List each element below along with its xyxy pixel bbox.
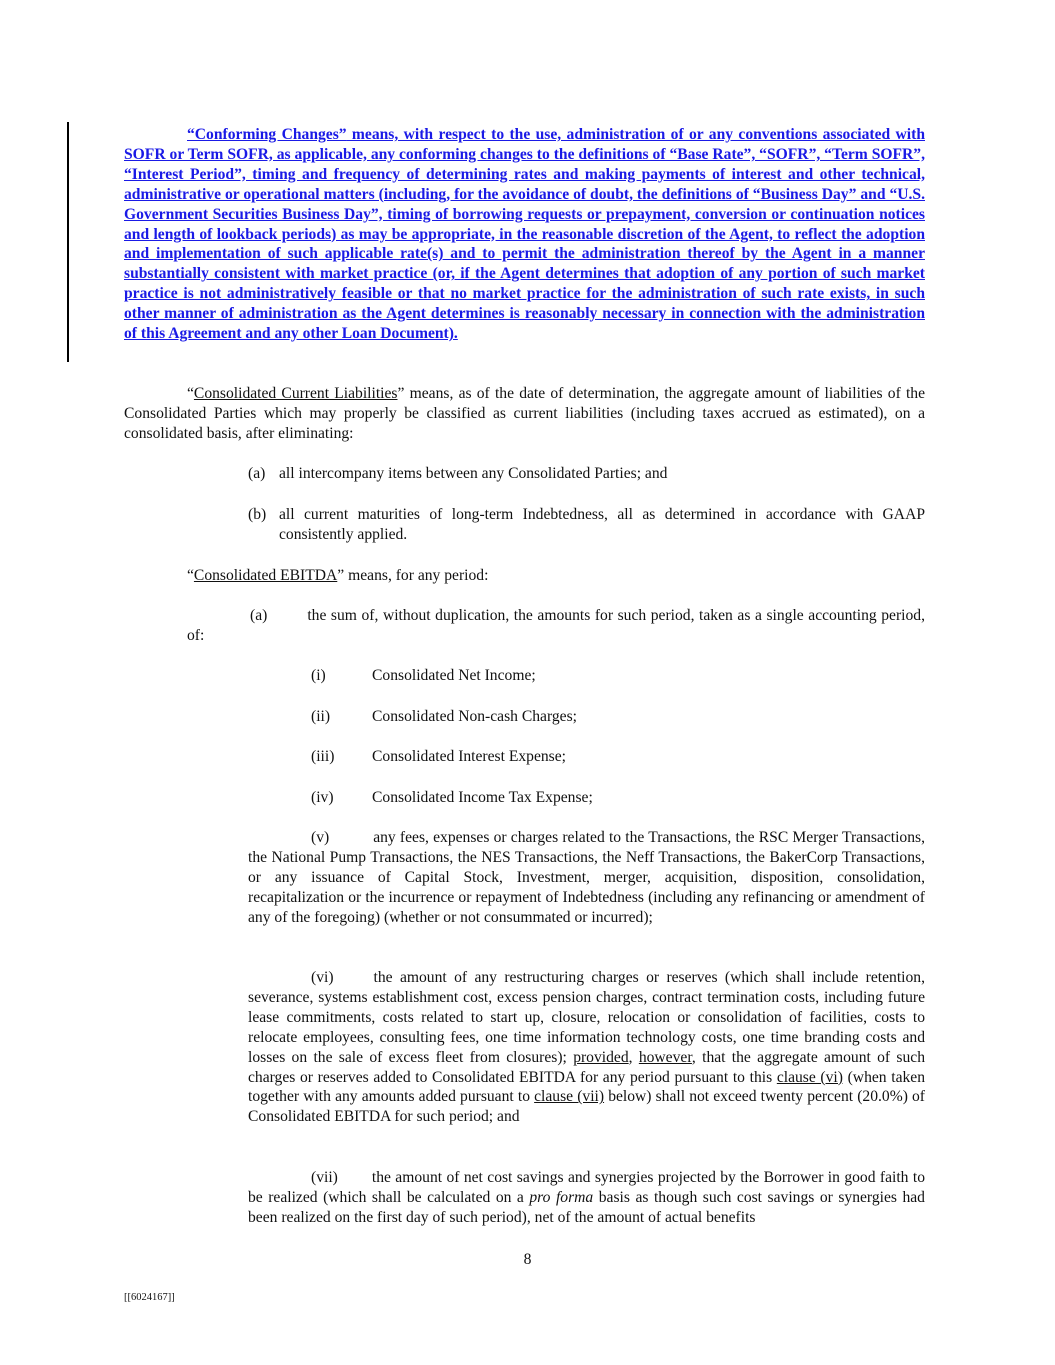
document-id: [[6024167]] (124, 1292, 175, 1303)
page-number: 8 (523, 1251, 532, 1268)
consolidated-current-liabilities-definition: “Consolidated Current Liabilities” means, as of the date of determination, the aggregate amount of liabilities of the Consolidated Parties which may properly be classified as current liabilities (including taxes accrued as estimated), on a consolidated basis, after eliminating: (124, 385, 926, 442)
conforming-changes-term: “Conforming Changes” (187, 126, 347, 143)
ebitda-subitem-vii: (vii) the amount of net cost savings and synergies projected by the Borrower in good faith to be realized (which shall be calculated on a pro forma basis as though such cost savings or synergies had been realized on the first day of such period), net of the amount of actual benefits (248, 1169, 925, 1226)
revision-change-bar (67, 122, 69, 362)
consolidated-ebitda-definition: “Consolidated EBITDA” means, for any period: (187, 567, 489, 584)
conforming-changes-definition (124, 125, 925, 344)
ebitda-subitem-v: (v) any fees, expenses or charges related to the Transactions, the RSC Merger Transactions, the National Pump Transactions, the NES Transactions, the Neff Transactions, the BakerCorp Transactions, or any issuance of Capital Stock, Investment, merger, acquisition, disposition, consolidation, recapitalization or the incurrence or repayment of Indebtedness (including any refinancing or amendment of any of the foregoing) (whether or not consummated or incurred); (248, 829, 925, 926)
ebitda-clause-a: (a) the sum of, without duplication, the amounts for such period, taken as a single accounting period, of: (187, 607, 925, 644)
ccl-item-b: (b) all current maturities of long-term Indebtedness, all as determined in accordance with GAAP consistently applied. (248, 506, 925, 543)
conforming-changes-text: means, with respect to the use, administration of or any conventions associated with SOFR or Term SOFR, as applicable, any conforming changes to the definitions of “Base Rate”, “SOFR”, “Term SOFR”, “Interest Period”, timing and frequency of determining rates and making payments of interest and other technical, administrative or operational matters (including, for the avoidance of doubt, the definitions of “Business Day” and “U.S. Government Securities Business Day”, timing of borrowing requests or prepayment, conversion or continuation notices and length of lookback periods) as may be appropriate, in the reasonable discretion of the Agent, to reflect the adoption and implementation of such applicable rate(s) and to permit the administration thereof by the Agent in a manner substantially consistent with market practice (or, if the Agent determines that adoption of any portion of such market practice is not administratively feasible or that no market practice for the administration of such rate exists, in such other manner of administration as the Agent determines is reasonably necessary in connection with the administration of this Agreement and any other Loan Document). (124, 126, 925, 343)
ccl-text: ” means, as of the date of determination, the aggregate amount of liabilities of the Consolidated Parties which may properly be classified as current liabilities (including taxes accrued as estimated), on a consolidated basis, after eliminating: (124, 385, 926, 442)
ebitda-subitem-vi: (vi) the amount of any restructuring charges or reserves (which shall include retention, severance, systems establishment cost, excess pension charges, contract termination costs, including future lease commitments, costs related to start up, closure, relocation or consolidation of facilities, costs to relocate employees, consulting fees, one time information technology costs, one time branding costs and losses on the sale of excess fleet from closures); provided, however, that the aggregate amount of such charges or reserves added to Consolidated EBITDA for any period pursuant to this clause (vi) (when taken together with any amounts added pursuant to clause (vii) below) shall not exceed twenty percent (20.0%) of Consolidated EBITDA for such period; and (248, 969, 926, 1126)
ccl-term: Consolidated Current Liabilities (193, 385, 398, 402)
ebitda-term: Consolidated EBITDA (193, 567, 338, 584)
